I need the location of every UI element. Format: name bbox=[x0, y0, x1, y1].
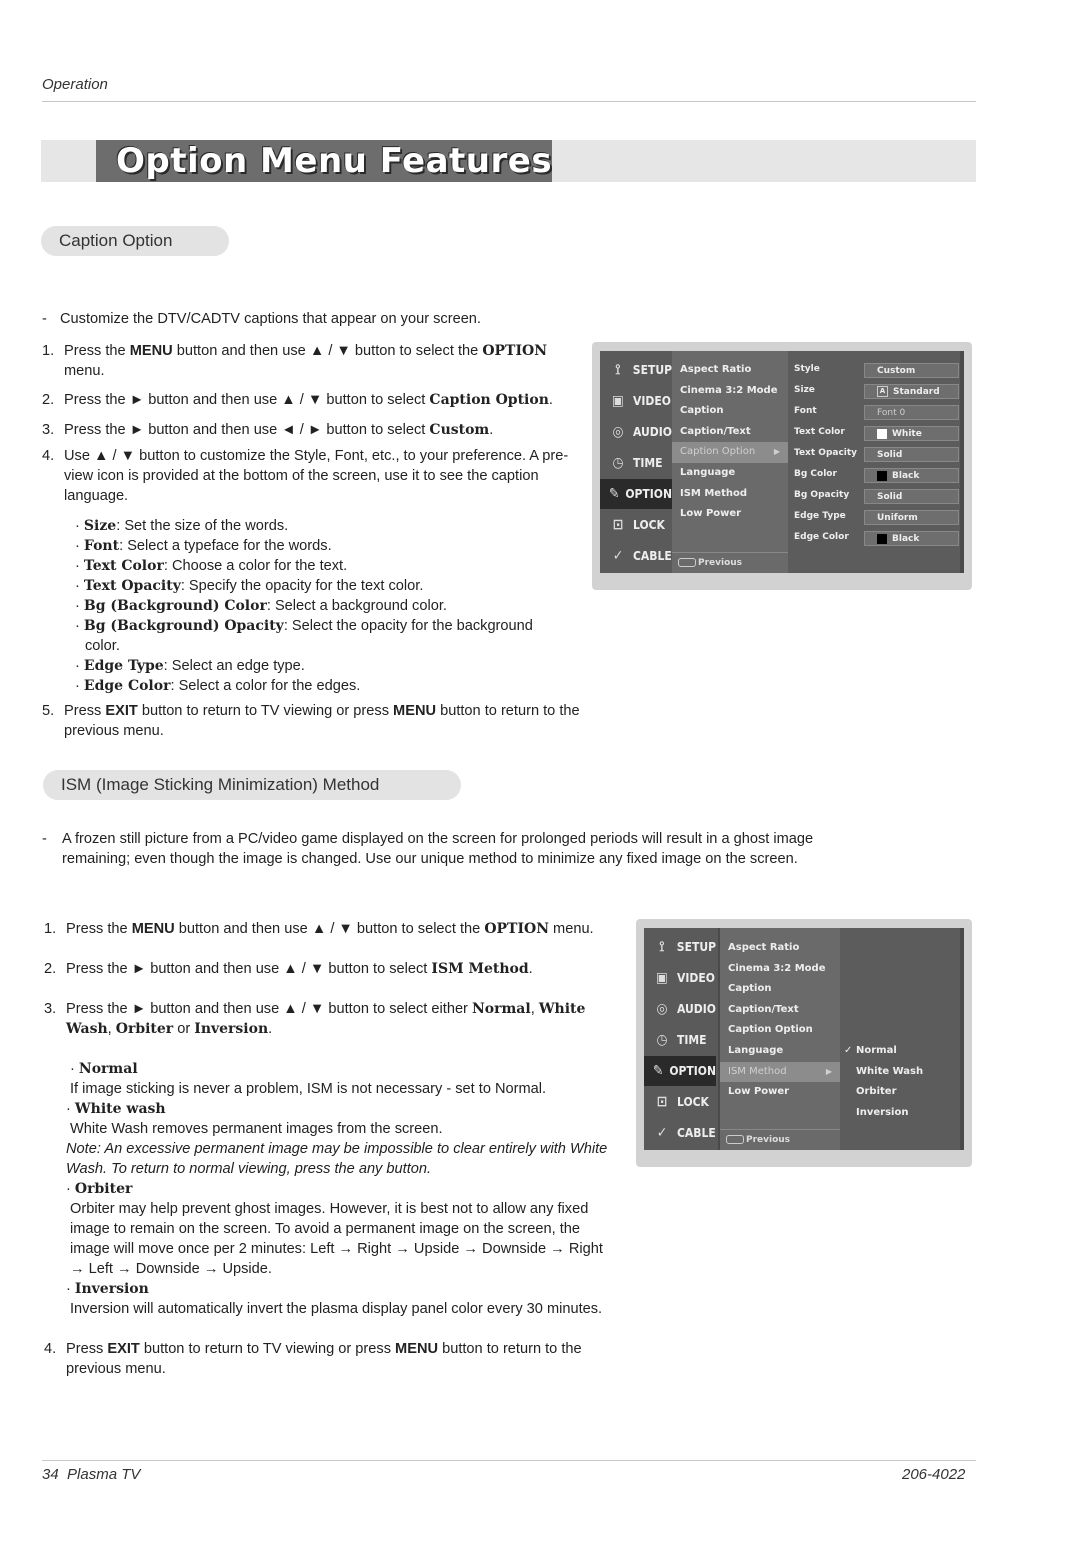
mode-inversion-title: · Inversion bbox=[66, 1281, 149, 1297]
ism-option-normal[interactable]: ✓ Normal bbox=[840, 1041, 960, 1062]
opt-bg-opacity-value[interactable]: Solid bbox=[864, 489, 959, 504]
menu-tab-column bbox=[600, 351, 674, 573]
ism-section-text bbox=[44, 919, 619, 1379]
tab-cable[interactable]: ✓ CABLE bbox=[600, 541, 672, 571]
ism-step-3: 3. Press the ► button and then use ▲ / ▼ button to select either Normal, White Wash, Orbiter or Inversion. bbox=[44, 1001, 586, 1037]
menu-item-language[interactable]: Language bbox=[680, 466, 736, 478]
header-divider bbox=[42, 101, 976, 102]
caption-step-1: 1. Press the MENU button and then use ▲ / ▼ button to select the OPTION menu. bbox=[42, 343, 547, 379]
ism-modes bbox=[44, 1059, 619, 1319]
menu-item-cinema-mode[interactable]: Cinema 3:2 Mode bbox=[680, 384, 778, 396]
color-swatch-white bbox=[877, 429, 887, 439]
clock-icon: ◷ bbox=[656, 1032, 668, 1048]
caption-option-settings bbox=[788, 351, 960, 573]
bullet-bg-opacity: · Bg (Background) Opacity: Select the opacity for the background color. bbox=[75, 618, 533, 654]
ism-step-4: 4. Press EXIT button to return to TV viewing or press MENU button to return to the previous menu. bbox=[44, 1341, 582, 1377]
opt-edge-color-value[interactable]: Black bbox=[864, 531, 959, 546]
menu-item-caption-text[interactable]: Caption/Text bbox=[728, 1003, 799, 1015]
padlock-icon: ⊡ bbox=[656, 1094, 668, 1110]
tab-option[interactable]: ✎ OPTION bbox=[600, 479, 672, 509]
caption-step-5: 5. Press EXIT button to return to TV viewing or press MENU button to return to the previous menu. bbox=[42, 703, 580, 739]
tab-audio[interactable]: ◎ AUDIO bbox=[644, 994, 716, 1024]
opt-bg-color: Bg Color Black bbox=[794, 469, 837, 485]
opt-edge-type: Edge Type Uniform bbox=[794, 511, 846, 527]
document-code: 206-4022 bbox=[902, 1466, 966, 1483]
caption-bullets bbox=[42, 516, 587, 696]
opt-font: Font Font 0 bbox=[794, 406, 817, 422]
cable-icon: ✓ bbox=[612, 548, 624, 564]
caption-option-heading: Caption Option bbox=[41, 226, 229, 256]
previous-hint: Previous bbox=[672, 552, 788, 573]
wrench-icon: ✎ bbox=[608, 486, 620, 502]
screen-icon: ▣ bbox=[612, 393, 624, 409]
menu-item-caption-text[interactable]: Caption/Text bbox=[680, 425, 751, 437]
menu-item-cinema-mode[interactable]: Cinema 3:2 Mode bbox=[728, 962, 826, 974]
bullet-edge-color: · Edge Color: Select a color for the edges. bbox=[75, 678, 361, 694]
opt-text-opacity-value[interactable]: Solid bbox=[864, 447, 959, 462]
opt-text-color: Text Color White bbox=[794, 427, 845, 443]
ism-option-orbiter[interactable]: Orbiter bbox=[856, 1086, 897, 1098]
tab-time[interactable]: ◷ TIME bbox=[644, 1025, 716, 1055]
tab-lock[interactable]: ⊡ LOCK bbox=[644, 1087, 716, 1117]
arrow-right-icon: ▶ bbox=[773, 447, 780, 457]
bullet-edge-type: · Edge Type: Select an edge type. bbox=[75, 658, 305, 674]
tab-audio[interactable]: ◎ AUDIO bbox=[600, 417, 672, 447]
menu-item-low-power[interactable]: Low Power bbox=[728, 1086, 790, 1098]
opt-text-color-value[interactable]: White bbox=[864, 426, 959, 441]
tab-setup[interactable]: ⟟ SETUP bbox=[644, 932, 716, 962]
ism-option-white-wash[interactable]: White Wash bbox=[856, 1065, 924, 1077]
caption-step-3: 3. Press the ► button and then use ◄ / ► button to select Custom. bbox=[42, 422, 494, 438]
tab-video[interactable]: ▣ VIDEO bbox=[600, 386, 672, 416]
font-size-icon: A bbox=[877, 386, 888, 397]
opt-style: Style Custom bbox=[794, 364, 820, 380]
previous-hint: Previous bbox=[720, 1129, 840, 1150]
caption-section-text bbox=[42, 309, 587, 741]
opt-size: Size A Standard bbox=[794, 385, 815, 401]
menu-item-language[interactable]: Language bbox=[728, 1044, 784, 1056]
checkmark-icon: ✓ bbox=[844, 1045, 853, 1056]
padlock-icon: ⊡ bbox=[612, 517, 624, 533]
tab-cable[interactable]: ✓ CABLE bbox=[644, 1118, 716, 1148]
opt-text-opacity: Text Opacity Solid bbox=[794, 448, 857, 464]
caption-step-4: 4. Use ▲ / ▼ button to customize the Style, Font, etc., to your preference. A pre-view icon is provided at the bottom of the screen, use it to see the caption language. bbox=[42, 448, 569, 504]
bullet-font: · Font: Select a typeface for the words. bbox=[75, 538, 332, 554]
menu-item-ism-method[interactable]: ISM Method ▶ bbox=[720, 1062, 840, 1083]
opt-bg-opacity: Bg Opacity Solid bbox=[794, 490, 849, 506]
menu-key-icon bbox=[726, 1135, 744, 1144]
satellite-icon: ⟟ bbox=[615, 362, 621, 378]
ism-method-heading: ISM (Image Sticking Minimization) Method bbox=[43, 770, 461, 800]
bullet-text-color: · Text Color: Choose a color for the text. bbox=[75, 558, 348, 574]
opt-size-value[interactable]: A Standard bbox=[864, 384, 959, 399]
tab-option[interactable]: ✎ OPTION bbox=[644, 1056, 716, 1086]
opt-style-value[interactable]: Custom bbox=[864, 363, 959, 378]
mode-whitewash-note: Note: An excessive permanent image may be impossible to clear entirely with White Wash. To return to normal viewing, press the any button. bbox=[66, 1141, 608, 1177]
ism-step-1: 1. Press the MENU button and then use ▲ / ▼ button to select the OPTION menu. bbox=[44, 921, 594, 937]
ism-step-2: 2. Press the ► button and then use ▲ / ▼ button to select ISM Method. bbox=[44, 961, 533, 977]
ism-options-list bbox=[840, 928, 960, 1150]
mode-normal-desc: If image sticking is never a problem, ISM is not necessary - set to Normal. bbox=[70, 1081, 547, 1097]
option-menu-list bbox=[672, 351, 788, 573]
menu-tab-column bbox=[644, 928, 718, 1150]
menu-item-caption-option[interactable]: Caption Option bbox=[728, 1024, 813, 1036]
speaker-icon: ◎ bbox=[612, 424, 624, 440]
tab-time[interactable]: ◷ TIME bbox=[600, 448, 672, 478]
menu-item-ism-method[interactable]: ISM Method bbox=[680, 487, 748, 499]
opt-bg-color-value[interactable]: Black bbox=[864, 468, 959, 483]
color-swatch-black bbox=[877, 471, 887, 481]
footer-divider bbox=[42, 1460, 976, 1461]
menu-item-caption-option[interactable]: Caption Option ▶ bbox=[672, 442, 788, 463]
speaker-icon: ◎ bbox=[656, 1001, 668, 1017]
color-swatch-black bbox=[877, 534, 887, 544]
mode-normal-title: · Normal bbox=[70, 1061, 138, 1077]
ism-option-inversion[interactable]: Inversion bbox=[856, 1106, 909, 1118]
tab-video[interactable]: ▣ VIDEO bbox=[644, 963, 716, 993]
caption-intro: - Customize the DTV/CADTV captions that appear on your screen. bbox=[42, 311, 481, 327]
menu-item-caption[interactable]: Caption bbox=[728, 983, 772, 995]
mode-orbiter-title: · Orbiter bbox=[66, 1181, 133, 1197]
option-menu-list bbox=[720, 928, 840, 1150]
mode-inversion-desc: Inversion will automatically invert the plasma display panel color every 30 minutes. bbox=[70, 1301, 603, 1317]
bullet-text-opacity: · Text Opacity: Specify the opacity for the text color. bbox=[75, 578, 424, 594]
menu-item-aspect-ratio[interactable]: Aspect Ratio bbox=[680, 364, 752, 375]
arrow-right-icon: ▶ bbox=[825, 1066, 832, 1076]
bullet-bg-color: · Bg (Background) Color: Select a background color. bbox=[75, 598, 447, 614]
tab-setup[interactable]: ⟟ SETUP bbox=[600, 355, 672, 385]
ism-intro: - A frozen still picture from a PC/video game displayed on the screen for prolonged periods will result in a ghost image remaining; even though the image is changed. Use our unique method to minimize any fixed image on the screen. bbox=[42, 831, 814, 867]
page-title: Option Menu Features bbox=[116, 141, 553, 181]
caption-option-menu-screenshot bbox=[592, 342, 972, 590]
bullet-size: · Size: Set the size of the words. bbox=[75, 518, 289, 534]
tab-lock[interactable]: ⊡ LOCK bbox=[600, 510, 672, 540]
clock-icon: ◷ bbox=[612, 455, 624, 471]
section-header: Operation bbox=[42, 76, 108, 93]
opt-edge-color: Edge Color Black bbox=[794, 532, 849, 548]
screen-icon: ▣ bbox=[656, 970, 668, 986]
satellite-icon: ⟟ bbox=[659, 939, 665, 955]
menu-item-caption[interactable]: Caption bbox=[680, 405, 724, 417]
opt-edge-type-value[interactable]: Uniform bbox=[864, 510, 959, 525]
mode-orbiter-desc: Orbiter may help prevent ghost images. However, it is best not to allow any fixed image to remain on the screen. To avoid a permanent image on the screen, the image will move once per 2 minutes: Left → Right → Upside → Downside → Right → Left → Downside → Upside. bbox=[70, 1201, 603, 1277]
cable-icon: ✓ bbox=[656, 1125, 668, 1141]
menu-item-low-power[interactable]: Low Power bbox=[680, 508, 742, 520]
opt-font-value[interactable]: Font 0 bbox=[864, 405, 959, 420]
mode-whitewash-title: · White wash bbox=[66, 1101, 166, 1117]
menu-key-icon bbox=[678, 558, 696, 567]
menu-item-aspect-ratio[interactable]: Aspect Ratio bbox=[728, 942, 800, 953]
mode-whitewash-desc: White Wash removes permanent images from the screen. bbox=[70, 1121, 443, 1137]
ism-method-menu-screenshot bbox=[636, 919, 972, 1167]
wrench-icon: ✎ bbox=[652, 1063, 664, 1079]
page-number: 34 Plasma TV bbox=[42, 1466, 141, 1483]
caption-step-2: 2. Press the ► button and then use ▲ / ▼ button to select Caption Option. bbox=[42, 392, 553, 408]
